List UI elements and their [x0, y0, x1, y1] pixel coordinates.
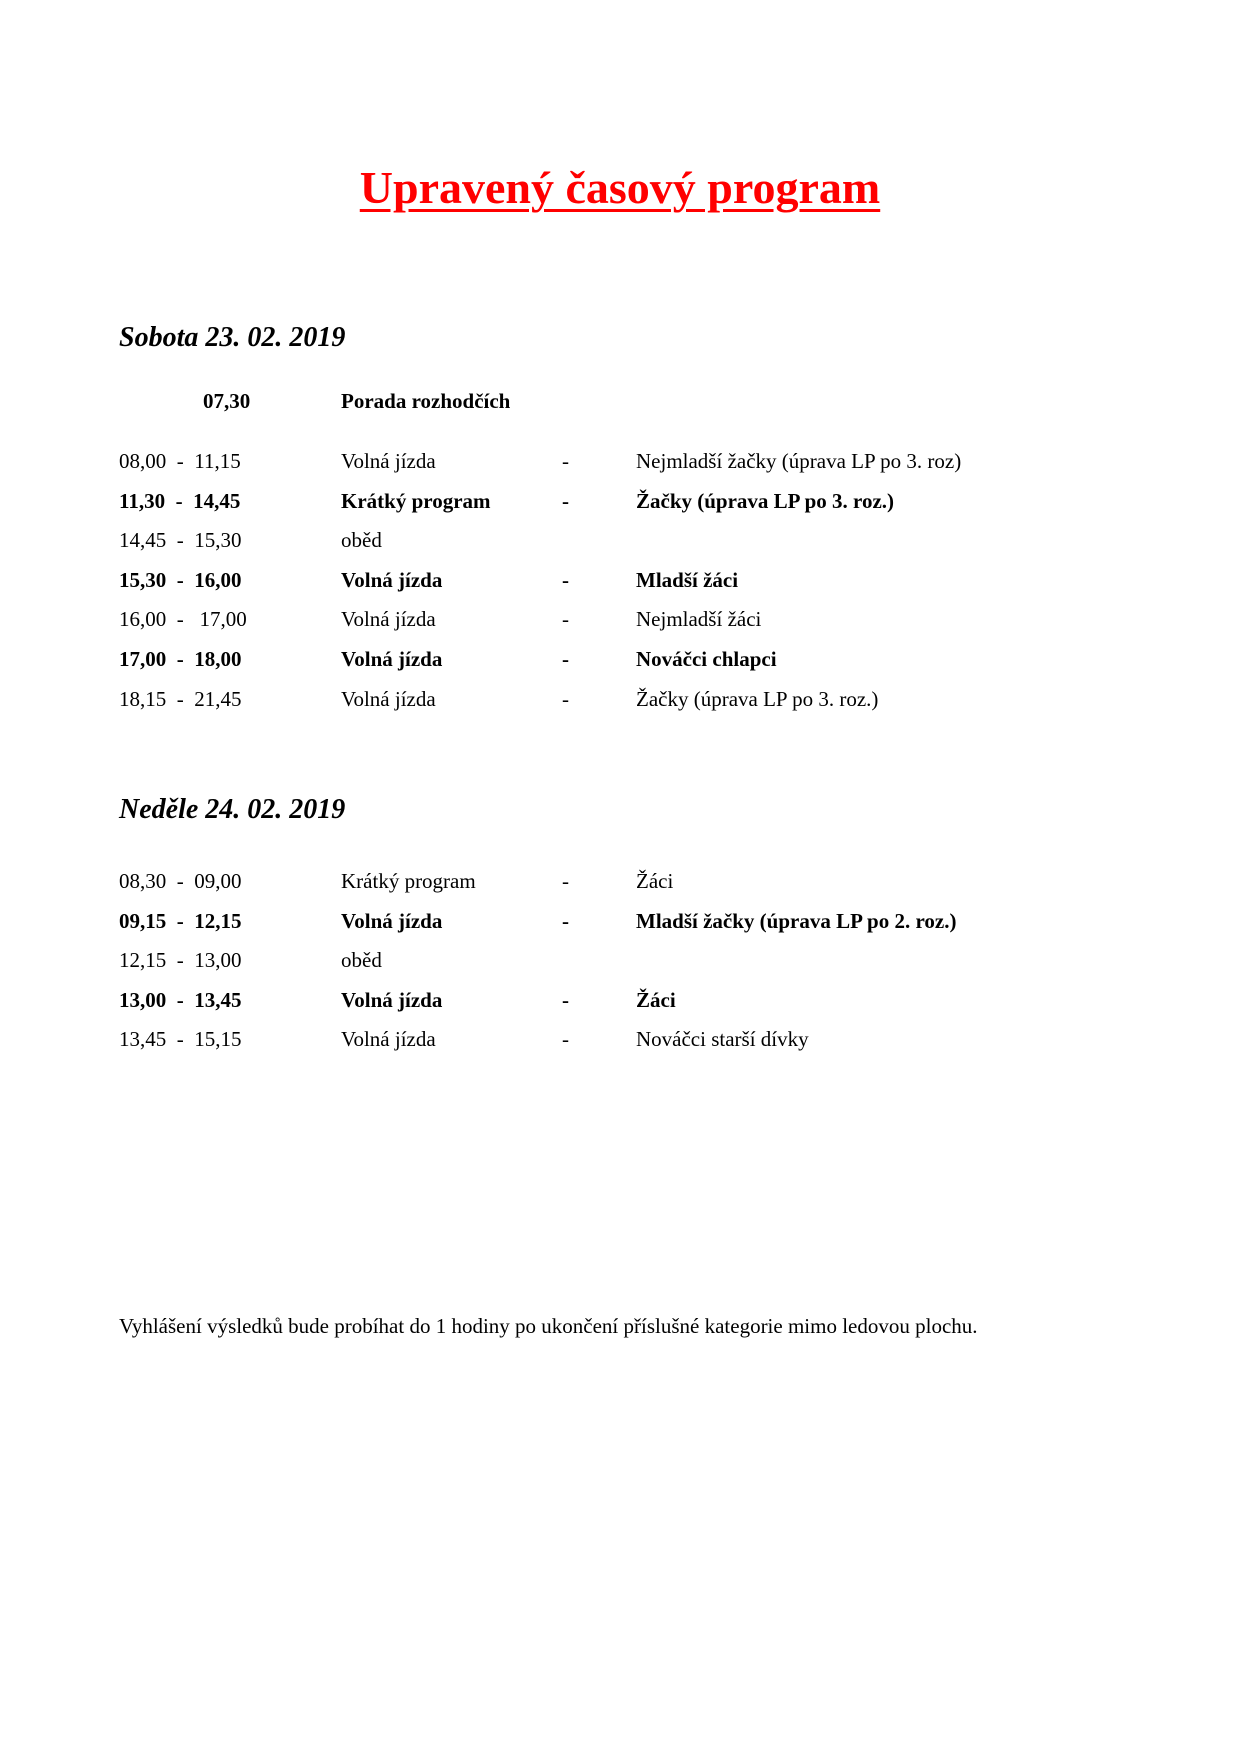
activity: Volná jízda [341, 607, 436, 631]
activity: Volná jízda [341, 909, 443, 933]
time-range: 09,15 - 12,15 [119, 909, 242, 933]
day-heading-saturday: Sobota 23. 02. 2019 [119, 322, 346, 353]
category: Nejmladší žáci [636, 607, 762, 631]
separator-dash: - [562, 1027, 569, 1051]
schedule-row [0, 1024, 1240, 1054]
separator-dash: - [562, 607, 569, 631]
schedule-row [0, 525, 1240, 555]
separator-dash: - [562, 449, 569, 473]
activity: Krátký program [341, 489, 491, 513]
page-title: Upravený časový program [359, 162, 881, 213]
time-range: 13,45 - 15,15 [119, 1027, 242, 1051]
time-range: 13,00 - 13,45 [119, 988, 242, 1012]
category: Mladší žáci [636, 568, 739, 592]
activity: oběd [341, 948, 382, 972]
activity: Krátký program [341, 869, 476, 893]
schedule-row [0, 985, 1240, 1015]
day-heading-sunday: Neděle 24. 02. 2019 [119, 794, 346, 825]
schedule-row [0, 604, 1240, 634]
activity: oběd [341, 528, 382, 552]
separator-dash: - [562, 869, 569, 893]
schedule-row [0, 486, 1240, 516]
category: Nejmladší žačky (úprava LP po 3. roz) [636, 449, 962, 473]
category: Nováčci starší dívky [636, 1027, 809, 1051]
activity: Volná jízda [341, 988, 443, 1012]
separator-dash: - [562, 568, 569, 592]
time-range: 14,45 - 15,30 [119, 528, 242, 552]
time-range: 15,30 - 16,00 [119, 568, 242, 592]
activity: Volná jízda [341, 449, 436, 473]
schedule-row [0, 906, 1240, 936]
separator-dash: - [562, 489, 569, 513]
schedule-row [0, 684, 1240, 714]
meeting-label: Porada rozhodčích [341, 389, 511, 413]
time-range: 08,30 - 09,00 [119, 869, 242, 893]
activity: Volná jízda [341, 647, 443, 671]
separator-dash: - [562, 988, 569, 1012]
separator-dash: - [562, 687, 569, 711]
schedule-row [0, 565, 1240, 595]
time-range: 18,15 - 21,45 [119, 687, 242, 711]
schedule-row [0, 866, 1240, 896]
category: Žačky (úprava LP po 3. roz.) [636, 489, 895, 513]
results-note: Vyhlášení výsledků bude probíhat do 1 hodiny po ukončení příslušné kategorie mimo ledovou plochu. [119, 1314, 978, 1338]
meeting-time: 07,30 [203, 389, 251, 413]
activity: Volná jízda [341, 568, 443, 592]
separator-dash: - [562, 909, 569, 933]
category: Žáci [636, 869, 674, 893]
time-range: 17,00 - 18,00 [119, 647, 242, 671]
time-range: 11,30 - 14,45 [119, 489, 241, 513]
time-range: 16,00 - 17,00 [119, 607, 247, 631]
category: Žáci [636, 988, 676, 1012]
time-range: 08,00 - 11,15 [119, 449, 241, 473]
schedule-row [0, 644, 1240, 674]
schedule-row [0, 945, 1240, 975]
meeting-row [0, 386, 1240, 416]
activity: Volná jízda [341, 687, 436, 711]
category: Mladší žačky (úprava LP po 2. roz.) [636, 909, 957, 933]
category: Nováčci chlapci [636, 647, 777, 671]
category: Žačky (úprava LP po 3. roz.) [636, 687, 879, 711]
separator-dash: - [562, 647, 569, 671]
schedule-row [0, 446, 1240, 476]
activity: Volná jízda [341, 1027, 436, 1051]
time-range: 12,15 - 13,00 [119, 948, 242, 972]
